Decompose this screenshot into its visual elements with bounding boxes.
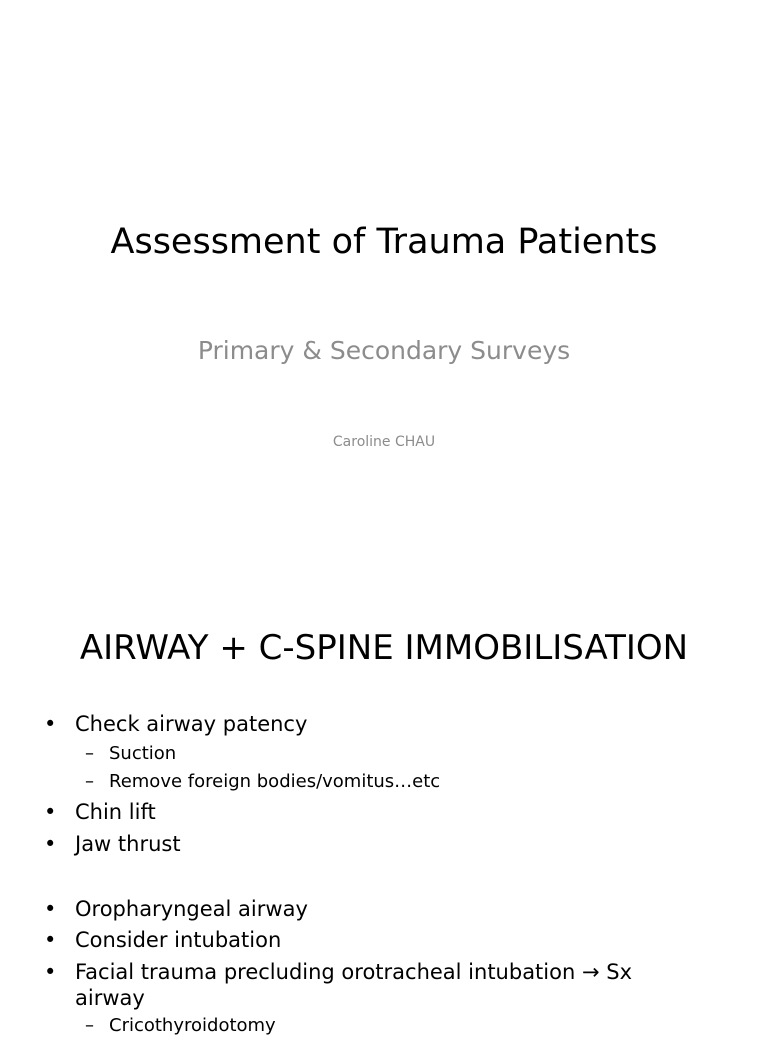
- sub-bullet-marker: –: [85, 771, 94, 792]
- sub-bullet-item: [85, 1014, 276, 1038]
- bullet-text: Oropharyngeal airway: [75, 897, 308, 921]
- bullet-item: [44, 895, 308, 923]
- bullet-item: [44, 958, 632, 986]
- bullet-list: [0, 576, 768, 1036]
- sub-bullet-item: [85, 742, 176, 766]
- airway-slide: [0, 576, 768, 1036]
- bullet-marker: •: [44, 832, 57, 856]
- presentation-title: Assessment of Trauma Patients: [110, 222, 658, 262]
- bullet-text: Chin lift: [75, 800, 156, 824]
- bullet-marker: •: [44, 960, 57, 984]
- bullet-text: Facial trauma precluding orotracheal intubation → Sx: [75, 960, 632, 984]
- bullet-text: Check airway patency: [75, 712, 308, 736]
- bullet-item: [44, 830, 181, 858]
- sub-bullet-marker: –: [85, 1015, 94, 1036]
- sub-bullet-text: Suction: [109, 743, 177, 764]
- author-name: Caroline CHAU: [332, 434, 436, 450]
- bullet-marker: •: [44, 897, 57, 921]
- bullet-item: [44, 710, 307, 738]
- bullet-marker: •: [44, 928, 57, 952]
- bullet-item: [44, 926, 281, 954]
- bullet-marker: •: [44, 800, 57, 824]
- bullet-text: Jaw thrust: [75, 832, 181, 856]
- sub-bullet-item: [85, 770, 440, 794]
- sub-bullet-text: Remove foreign bodies/vomitus…etc: [109, 771, 441, 792]
- bullet-text: Consider intubation: [75, 928, 282, 952]
- bullet-item: [44, 798, 156, 826]
- sub-bullet-text: Cricothyroidotomy: [109, 1015, 276, 1036]
- bullet-marker: •: [44, 712, 57, 736]
- bullet-continuation: airway: [75, 986, 145, 1010]
- sub-bullet-marker: –: [85, 743, 94, 764]
- presentation-subtitle: Primary & Secondary Surveys: [197, 336, 571, 365]
- slide-title: AIRWAY + C-SPINE IMMOBILISATION: [79, 628, 689, 668]
